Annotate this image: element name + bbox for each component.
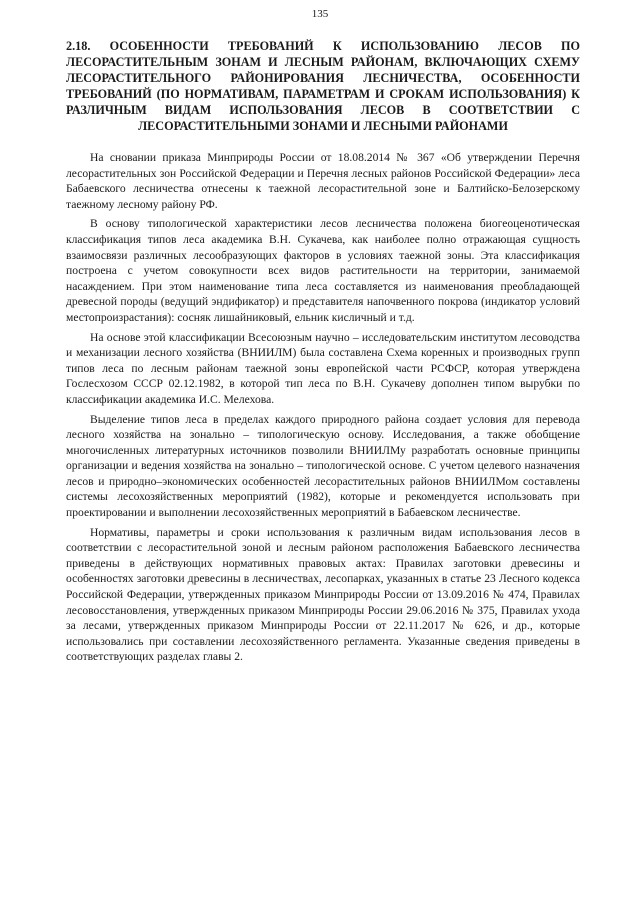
page-number: 135 bbox=[311, 8, 329, 20]
paragraph-4: Выделение типов леса в пределах каждого природного района создает условия для перевода лесного хозяйства на зонально – типологическую основу. Исследования, а также обобщение многочисленных литературных источников позволили ВНИИЛМу разработать основные принципы организации и ведения хозяйства на зонально – типологической основе. С учетом целевого назначения лесов и природно–экономических особенностей лесорастительных районов ВНИИЛМом составлены системы лесохозяйственных мероприятий (1982), которые и рекомендуется использовать при проектировании и выполнении лесохозяйственных мероприятий в Бабаевском лесничестве. bbox=[66, 412, 580, 520]
section-heading: 2.18. ОСОБЕННОСТИ ТРЕБОВАНИЙ К ИСПОЛЬЗОВАНИЮ ЛЕСОВ ПО ЛЕСОРАСТИТЕЛЬНЫМ ЗОНАМ И ЛЕСНЫМ РАЙОНАМ, ВКЛЮЧАЮЩИХ СХЕМУ ЛЕСОРАСТИТЕЛЬНОГО РАЙОНИРОВАНИЯ ЛЕСНИЧЕСТВА, ОСОБЕННОСТИ ТРЕБОВАНИЙ (ПО НОРМАТИВАМ, ПАРАМЕТРАМ И СРОКАМ ИСПОЛЬЗОВАНИЯ) К РАЗЛИЧНЫМ ВИДАМ ИСПОЛЬЗОВАНИЯ ЛЕСОВ В СООТВЕТСТВИИ С ЛЕСОРАСТИТЕЛЬНЫМИ ЗОНАМИ И ЛЕСНЫМИ РАЙОНАМИ bbox=[66, 39, 580, 133]
paragraph-5: Нормативы, параметры и сроки использования к различным видам использования лесов в соответствии с лесорастительной зоной и лесным районом расположения Бабаевского лесничества приведены в действующих нормативных правовых актах: Правилах заготовки древесины и особенностях заготовки древесины в лесничествах, лесопарках, указанных в статье 23 Лесного кодекса Российской Федерации, утвержденных приказом Минприроды России от 13.09.2016 № 474, Правилах лесовосстановления, утвержденных приказом Минприроды России 29.06.2016 № 375, Правилах ухода за лесами, утвержденных приказом Минприроды России от 22.11.2017 № 626, и др., которые использовались при составлении лесохозяйственного регламента. Указанные сведения приведены в соответствующих разделах главы 2. bbox=[66, 525, 580, 664]
paragraph-2: В основу типологической характеристики лесов лесничества положена биогеоценотическая классификация типов леса академика В.Н. Сукачева, как наиболее полно отражающая сущность взаимосвязи различных лесообразующих факторов в условиях таежной зоны. Эта классификация построена с учетом совокупности всех видов растительности на территории, занимаемой насаждением. При этом наименование типа леса составляется из наименования преобладающей древесной породы (ведущий эндификатор) и представителя напочвенного покрова (индикатор условий местопроизрастания): сосняк лишайниковый, ельник кисличный и т.д. bbox=[66, 217, 580, 324]
paragraph-1: На сновании приказа Минприроды России от 18.08.2014 № 367 «Об утверждении Перечня лесорастительных зон Российской Федерации и Перечня лесных районов Российской Федерации» леса Бабаевского лесничества отнесены к таежной лесорастительной зоне и Балтийско-Белозерскому таежному лесному району РФ. bbox=[66, 151, 580, 211]
body-text bbox=[66, 150, 580, 669]
paragraph-3: На основе этой классификации Всесоюзным научно – исследовательским институтом лесоводства и механизации лесного хозяйства (ВНИИЛМ) была составлена Схема коренных и производных групп типов леса по лесным районам таежной зоны европейской части РСФСР, которая утверждена Гослесхозом СССР 02.12.1982, в которой тип леса по В.Н. Сукачеву дополнен типом вырубки по классификации академика И.С. Мелехова. bbox=[66, 330, 580, 406]
